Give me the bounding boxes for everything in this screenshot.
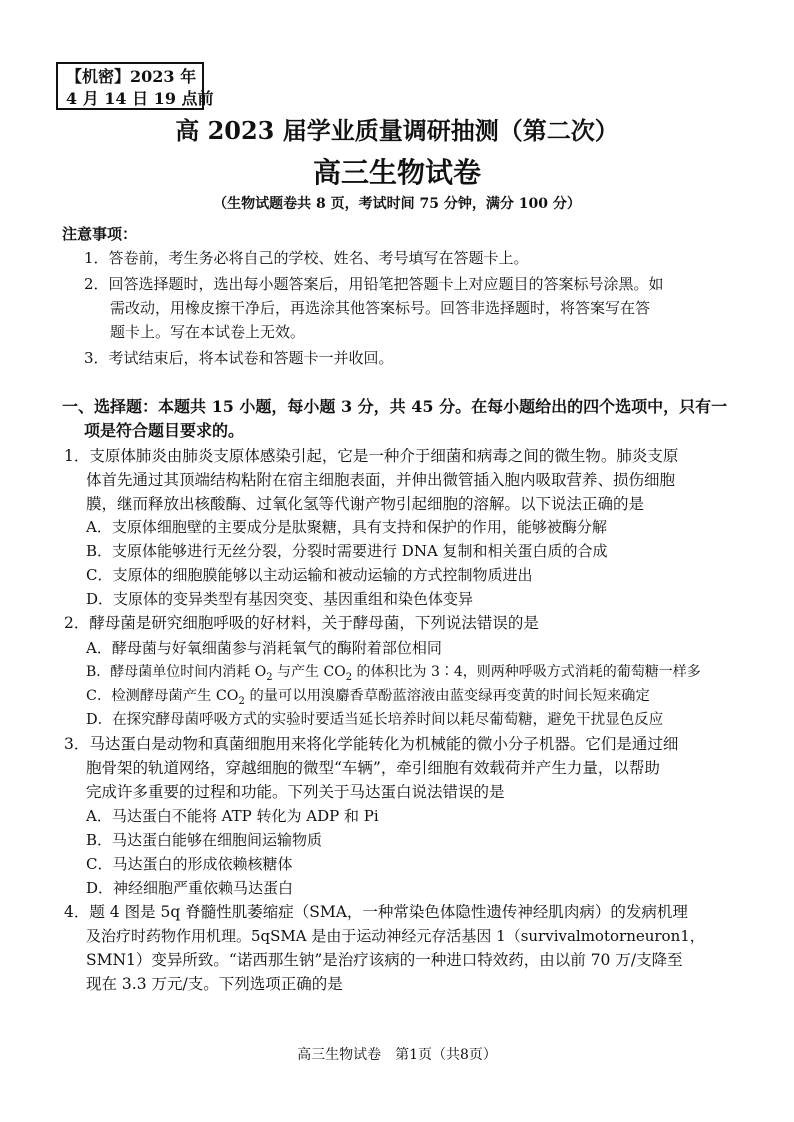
notice-item-continued: 需改动，用橡皮擦干净后，再选涂其他答案标号。回答非选择题时，将答案写在答	[110, 299, 651, 317]
q2-option-b: B．酵母菌单位时间内消耗 $O_2$ 与产生 $CO_2$ 的体积比为 3∶4，则两种呼吸方式消耗的葡萄糖一样多	[86, 664, 701, 683]
q1-option-c: C．支原体的细胞膜能够以主动运输和被动运输的方式控制物质进出	[86, 566, 533, 584]
q3-stem-line: 完成许多重要的过程和功能。下列关于马达蛋白说法错误的是	[86, 783, 505, 801]
q3-option-b: B．马达蛋白能够在细胞间运输物质	[86, 831, 323, 849]
q3-stem-line: 胞骨架的轨道网络，穿越细胞的微型“车辆”，牵引细胞有效载荷并产生力量，以帮助	[86, 759, 660, 777]
q4-stem-line: SMN1）变异所致。“诺西那生钠”是治疗该病的一种进口特效药，由以前 70 万/支降至	[86, 951, 683, 969]
q3-stem-line: 3．马达蛋白是动物和真菌细胞用来将化学能转化为机械能的微小分子机器。它们是通过细	[64, 735, 679, 753]
q2-option-d: D．在探究酵母菌呼吸方式的实验时要适当延长培养时间以耗尽葡萄糖，避免干扰显色反应	[86, 712, 664, 728]
q2-option-a: A．酵母菌与好氧细菌参与消耗氧气的酶附着部位相同	[86, 639, 442, 657]
notice-item: 3．考试结束后，将本试卷和答题卡一并收回。	[84, 349, 394, 367]
q2-stem: 2．酵母菌是研究细胞呼吸的好材料，关于酵母菌，下列说法错误的是	[64, 614, 539, 632]
q4-stem-line: 及治疗时药物作用机理。5qSMA 是由于运动神经元存活基因 1（survivalmotorneuron1，	[86, 927, 705, 945]
q1-option-b: B．支原体能够进行无丝分裂，分裂时需要进行 DNA 复制和相关蛋白质的合成	[86, 542, 608, 560]
q1-stem-line: 膜，继而释放出核酸酶、过氧化氢等代谢产物引起细胞的溶解。以下说法正确的是	[86, 495, 645, 513]
q2-option-c: C．检测酵母菌产生 $CO_2$ 的量可以用溴麝香草酚蓝溶液由蓝变绿再变黄的时间长短来确定	[86, 688, 650, 707]
q4-stem-line: 4．题 4 图是 5q 脊髓性肌萎缩症（SMA，一种常染色体隐性遗传神经肌肉病）的发病机理	[64, 903, 688, 921]
q3-option-a: A．马达蛋白不能将 ATP 转化为 ADP 和 Pi	[86, 807, 379, 825]
q3-option-c: C．马达蛋白的形成依赖核糖体	[86, 855, 293, 873]
section-heading: 一、选择题：本题共 15 小题，每小题 3 分，共 45 分。在每小题给出的四个选项中，只有一	[62, 397, 728, 416]
stamp-line-2: 4 月 14 日 19 点前	[66, 89, 214, 108]
q1-option-d: D．支原体的变异类型有基因突变、基因重组和染色体变异	[86, 590, 474, 608]
stamp-line-1: 【机密】2023 年	[66, 67, 197, 86]
notice-item: 1．答卷前，考生务必将自己的学校、姓名、考号填写在答题卡上。	[84, 249, 529, 267]
notice-item: 2．回答选择题时，选出每小题答案后，用铅笔把答题卡上对应题目的答案标号涂黑。如	[84, 275, 664, 293]
q1-option-a: A．支原体细胞壁的主要成分是肽聚糖，具有支持和保护的作用，能够被酶分解	[86, 518, 607, 536]
q1-stem-line: 体首先通过其顶端结构粘附在宿主细胞表面，并伸出微管插入胞内吸取营养、损伤细胞	[86, 471, 676, 489]
subject-title: 高三生物试卷	[312, 156, 481, 189]
page-footer: 高三生物试卷 第1页（共8页）	[297, 1047, 497, 1063]
confidential-stamp	[56, 62, 214, 110]
exam-title: 高 2023 届学业质量调研抽测（第二次）	[175, 116, 619, 145]
q4-stem-line: 现在 3.3 万元/支。下列选项正确的是	[86, 975, 343, 993]
notice-item-continued: 题卡上。写在本试卷上无效。	[110, 323, 306, 341]
notice-heading: 注意事项：	[62, 225, 138, 243]
section-heading-continued: 项是符合题目要求的。	[84, 421, 245, 440]
q3-option-d: D．神经细胞严重依赖马达蛋白	[86, 879, 294, 897]
q1-stem-line: 1．支原体肺炎由肺炎支原体感染引起，它是一种介于细菌和病毒之间的微生物。肺炎支原	[64, 447, 679, 465]
exam-info: （生物试题卷共 8 页，考试时间 75 分钟，满分 100 分）	[213, 196, 581, 212]
